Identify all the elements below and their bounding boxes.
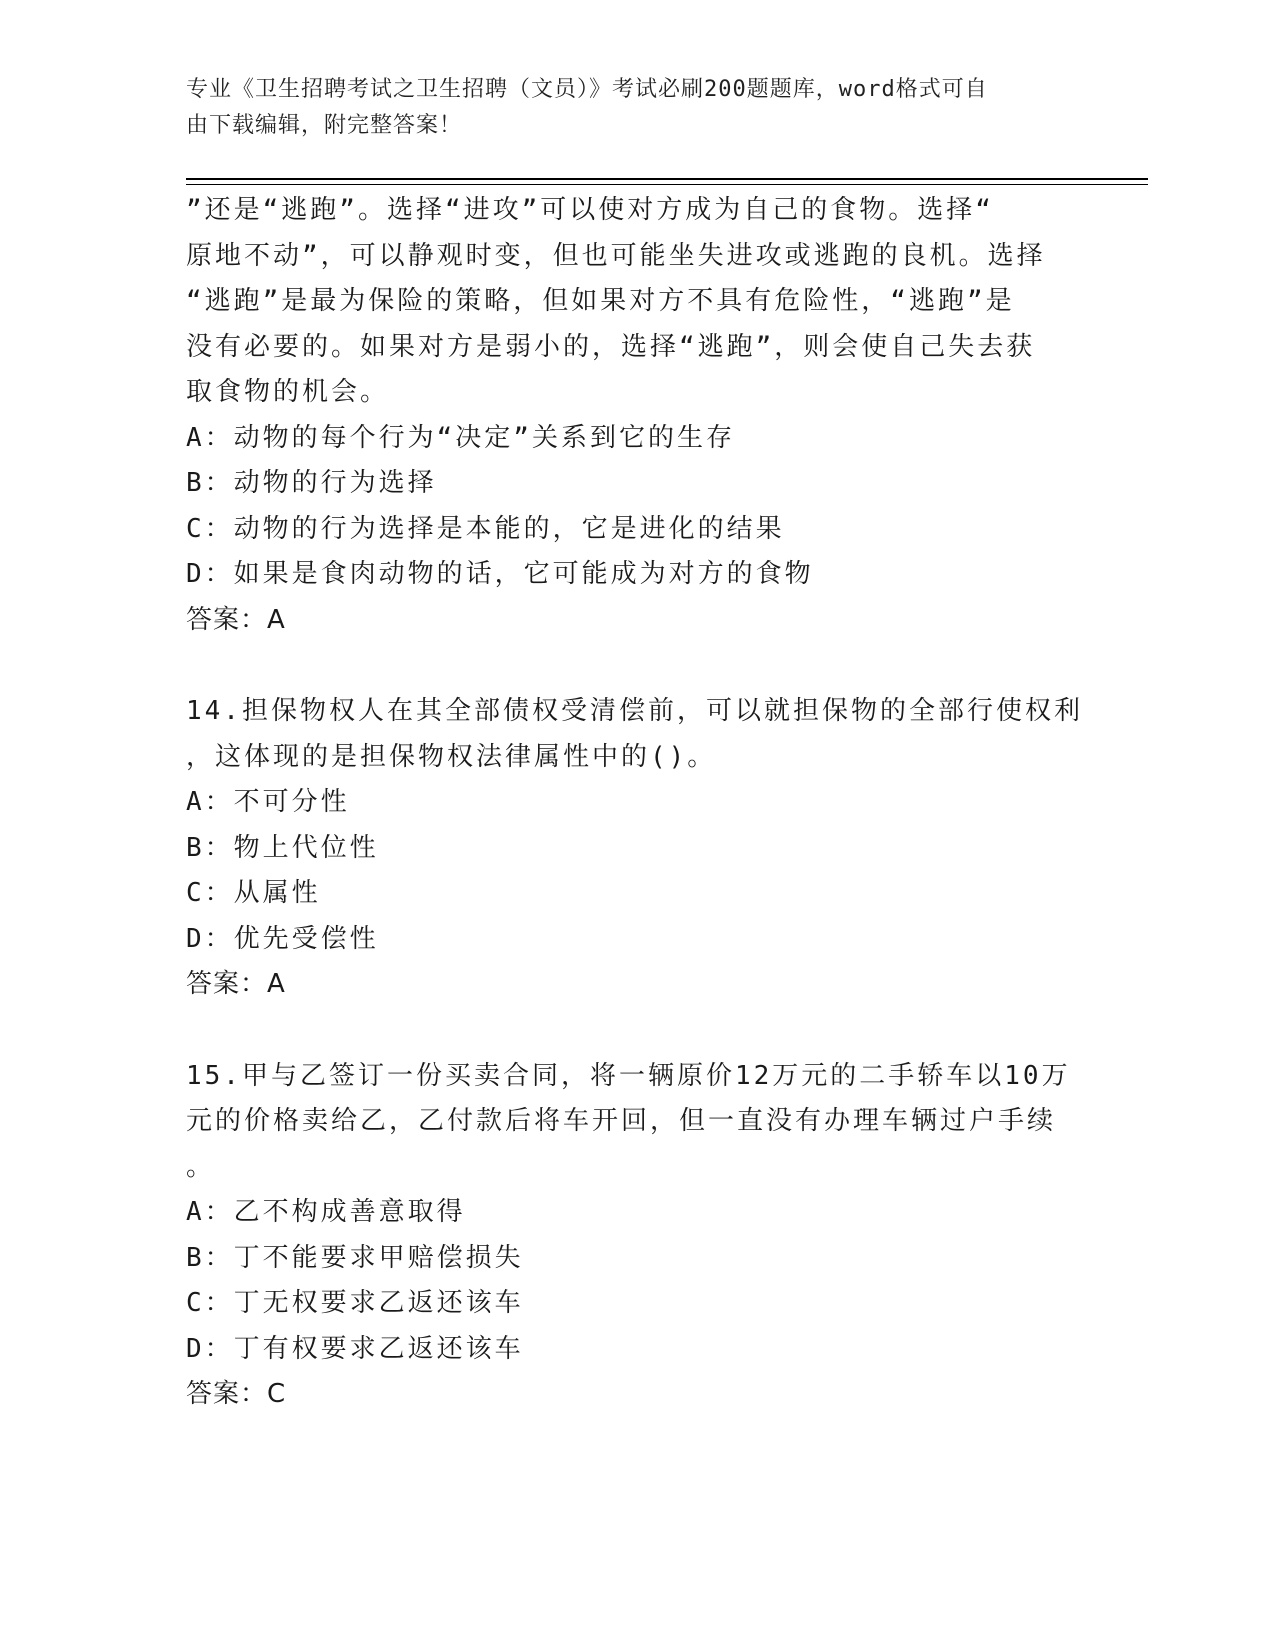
header-rule-thin <box>186 184 1148 185</box>
question-15-answer: 答案：C <box>186 1379 287 1409</box>
question-14-option-c: C：从属性 <box>186 878 321 908</box>
header-line-2: 由下载编辑，附完整答案！ <box>186 113 463 138</box>
header-line-1: 专业《卫生招聘考试之卫生招聘（文员）》考试必刷200题题库，word格式可自 <box>186 77 988 102</box>
question-13-option-c: C：动物的行为选择是本能的，它是进化的结果 <box>186 513 785 544</box>
spacer <box>186 1008 1086 1054</box>
question-14-answer: 答案：A <box>186 969 286 999</box>
question-13-stem-line-2: 原地不动”，可以静观时变，但也可能坐失进攻或逃跑的良机。选择 <box>186 240 1046 271</box>
question-14-stem-line-2: ，这体现的是担保物权法律属性中的()。 <box>186 741 717 772</box>
question-13-option-b: B：动物的行为选择 <box>186 468 437 498</box>
question-14-option-b: B：物上代位性 <box>186 832 379 863</box>
question-15-stem-line-3: 。 <box>186 1151 216 1182</box>
spacer <box>186 643 1086 689</box>
question-15-stem-line-1: 15.甲与乙签订一份买卖合同，将一辆原价12万元的二手轿车以10万 <box>186 1060 1071 1091</box>
question-13 <box>186 188 1086 643</box>
question-13-stem-line-5: 取食物的机会。 <box>186 377 390 407</box>
question-15-stem-line-2: 元的价格卖给乙，乙付款后将车开回，但一直没有办理车辆过户手续 <box>186 1106 1057 1136</box>
question-15-option-c: C：丁无权要求乙返还该车 <box>186 1288 524 1318</box>
document-body <box>186 188 1086 1418</box>
question-15-option-b: B：丁不能要求甲赔偿损失 <box>186 1242 524 1273</box>
question-14-option-a: A：不可分性 <box>186 787 350 817</box>
question-15 <box>186 1054 1086 1418</box>
header-rule-thick <box>186 178 1148 180</box>
question-15-option-a: A：乙不构成善意取得 <box>186 1197 466 1227</box>
question-13-option-d: D：如果是食肉动物的话，它可能成为对方的食物 <box>186 559 814 589</box>
document-header <box>186 72 1066 144</box>
question-15-option-d: D：丁有权要求乙返还该车 <box>186 1333 524 1364</box>
question-13-stem-line-3: “逃跑”是最为保险的策略，但如果对方不具有危险性，“逃跑”是 <box>186 286 1015 316</box>
question-14-stem-line-1: 14.担保物权人在其全部债权受清偿前，可以就担保物的全部行使权利 <box>186 696 1083 726</box>
question-14-option-d: D：优先受偿性 <box>186 923 379 954</box>
question-13-stem-line-1: ”还是“逃跑”。选择“进攻”可以使对方成为自己的食物。选择“ <box>186 195 994 225</box>
question-13-answer: 答案：A <box>186 604 286 635</box>
question-14 <box>186 689 1086 1008</box>
question-13-option-a: A：动物的每个行为“决定”关系到它的生存 <box>186 422 735 453</box>
question-13-stem-line-4: 没有必要的。如果对方是弱小的，选择“逃跑”，则会使自己失去获 <box>186 331 1036 362</box>
